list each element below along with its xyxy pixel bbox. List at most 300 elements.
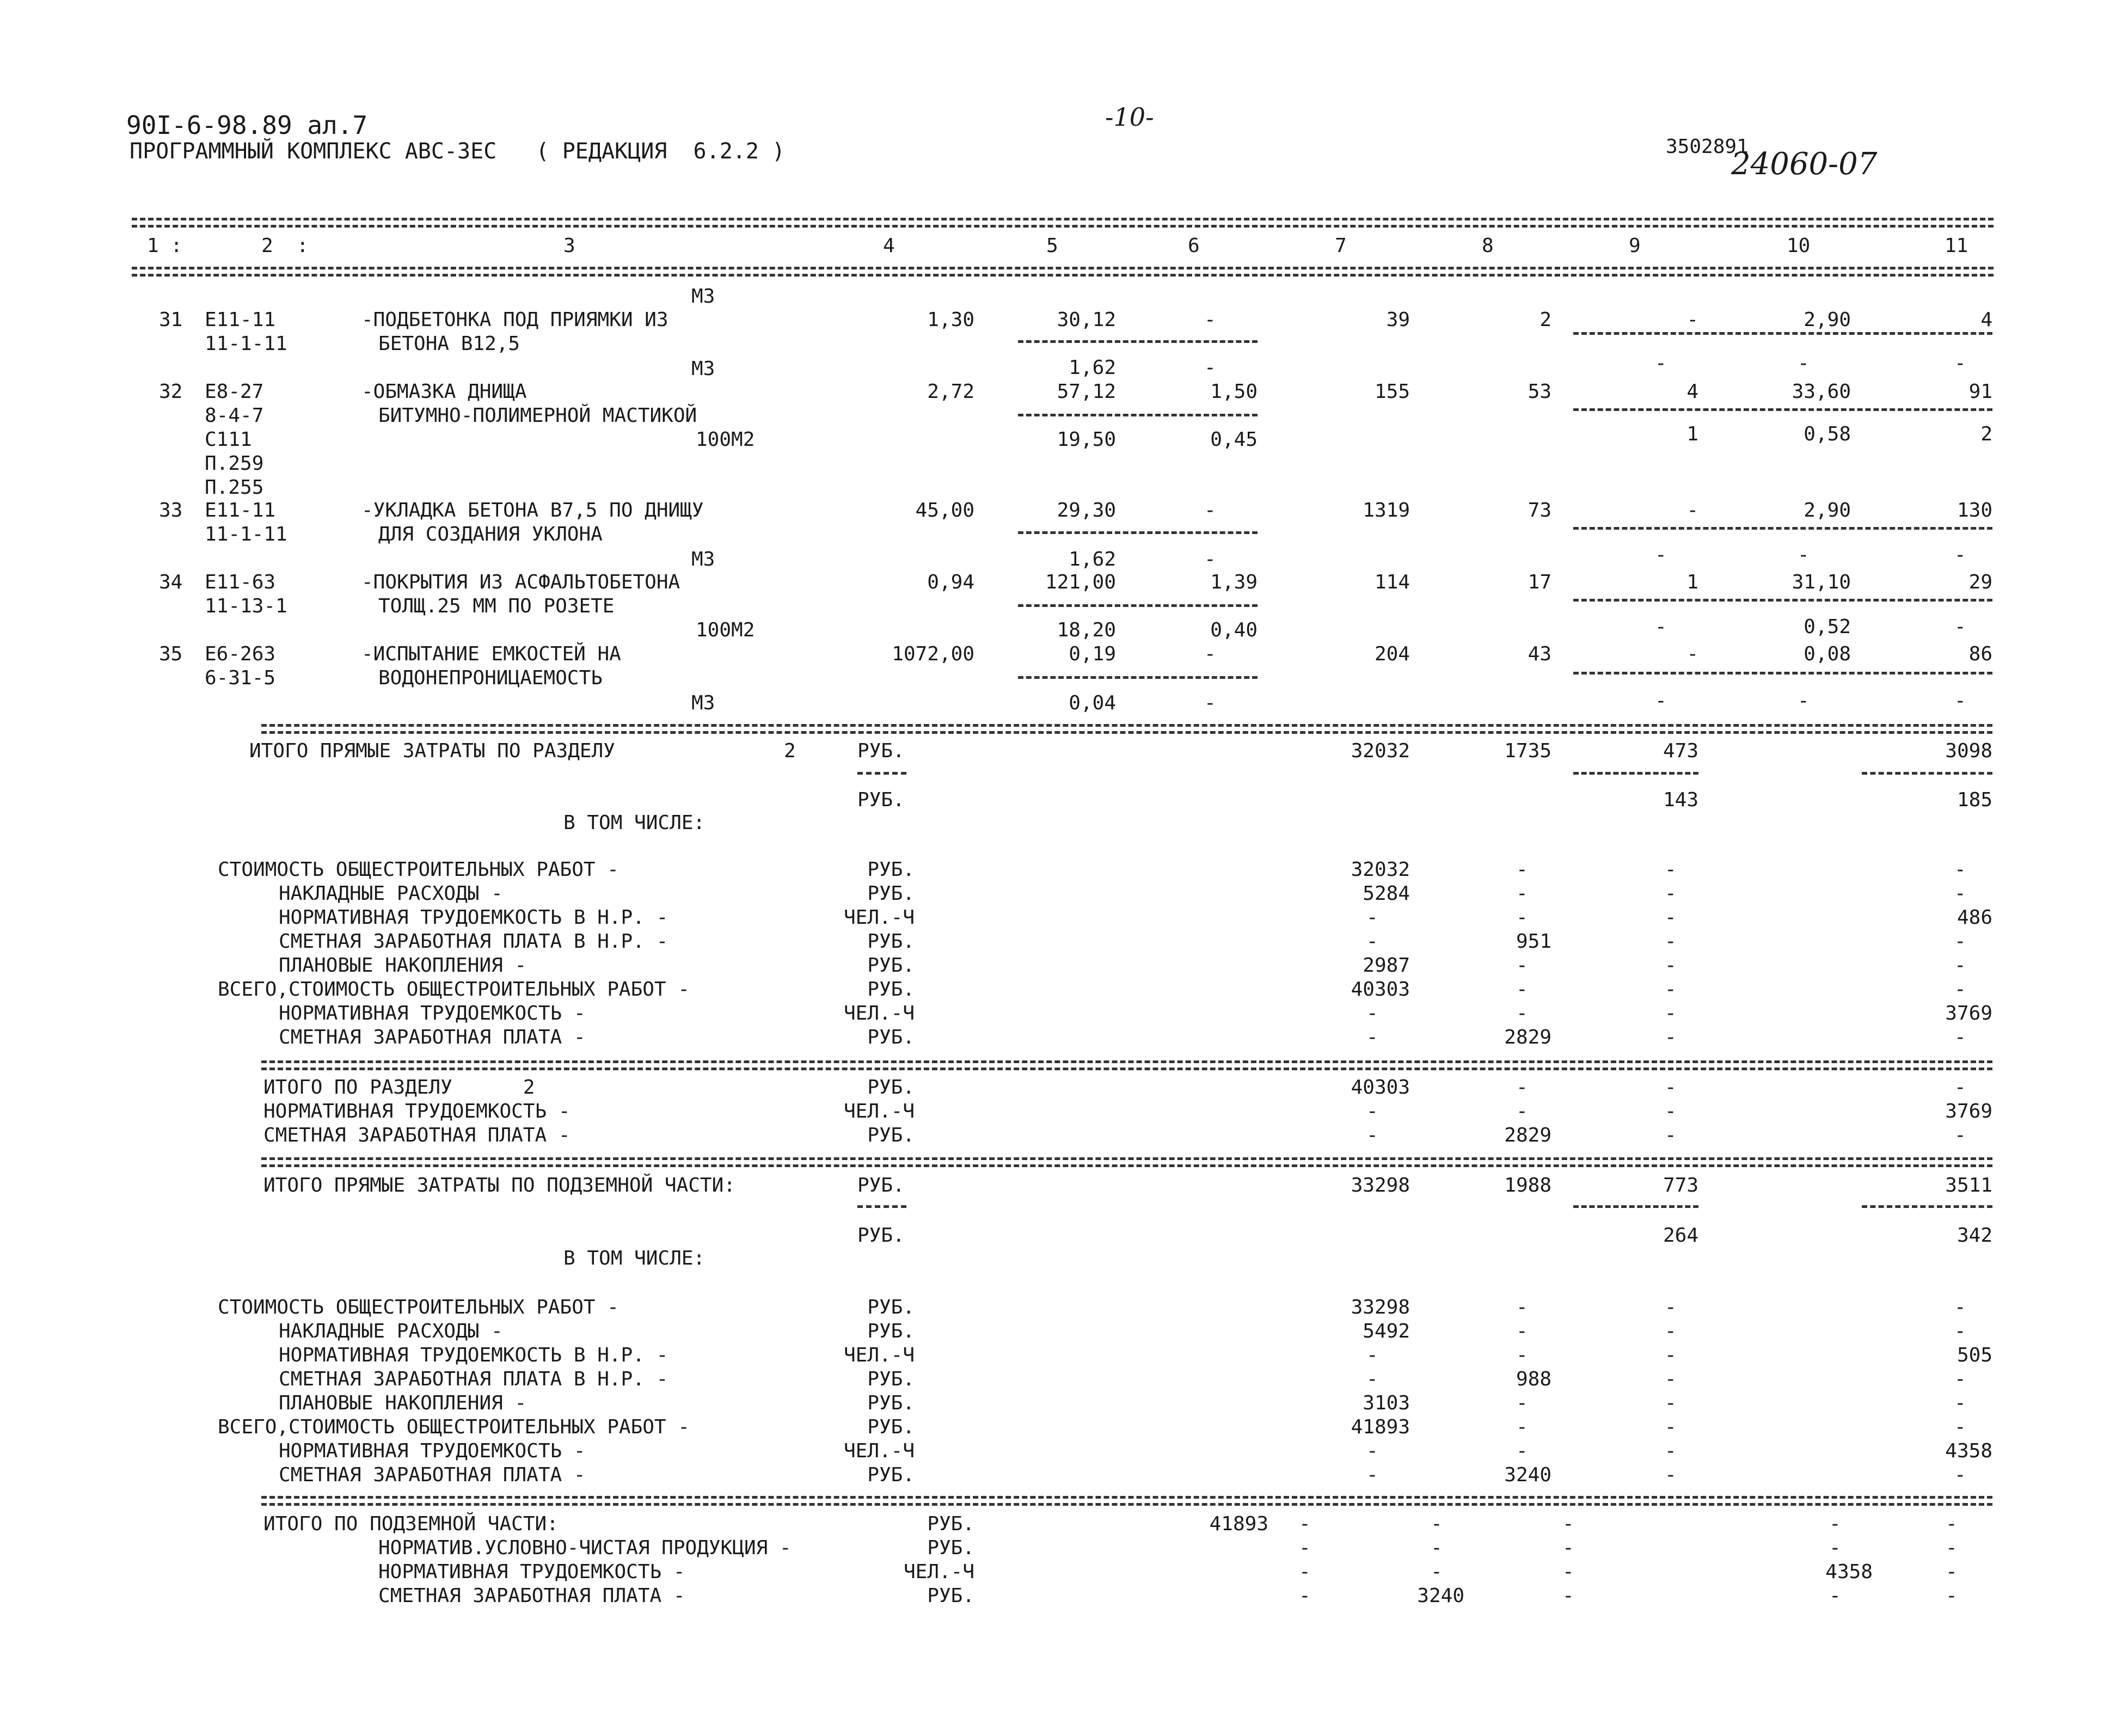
final-label: ИТОГО ПО ПОДЗЕМНОЙ ЧАСТИ: <box>263 1513 559 1535</box>
row-c4: 45,00 <box>915 499 974 522</box>
row-no: 32 <box>159 381 183 403</box>
breakdown-label: ВСЕГО,СТОИМОСТЬ ОБЩЕСТРОИТЕЛЬНЫХ РАБОТ - <box>218 978 690 1001</box>
breakdown-c8: 2829 <box>1504 1026 1551 1048</box>
breakdown-c8: - <box>1516 1392 1528 1414</box>
breakdown-c8: - <box>1516 1416 1528 1438</box>
row-c6: 1,50 <box>1210 381 1258 403</box>
row-c4: 1072,00 <box>892 643 974 665</box>
section-total-c7: 40303 <box>1351 1076 1410 1099</box>
breakdown-c7: - <box>1366 930 1378 953</box>
col-5: 5 <box>1046 235 1058 257</box>
breakdown-c9: - <box>1665 1002 1677 1025</box>
final-label: СМЕТНАЯ ЗАРАБОТНАЯ ПЛАТА - <box>378 1585 685 1607</box>
final-col-b: - <box>1299 1513 1311 1535</box>
row-subcode: 11-13-1 <box>205 595 287 617</box>
row-c11: 130 <box>1957 499 1992 522</box>
final-col-c: 3240 <box>1417 1585 1464 1607</box>
breakdown-c9: - <box>1665 1416 1677 1438</box>
section-total-unit: РУБ. <box>867 1124 915 1146</box>
row-c4: 0,94 <box>927 571 974 593</box>
col-3: 3 <box>563 235 575 257</box>
row-c6: 1,39 <box>1210 571 1258 593</box>
breakdown-unit: ЧЕЛ.-Ч <box>843 1344 915 1366</box>
row-code: Е8-27 <box>205 381 264 403</box>
underground-c11: 3511 <box>1945 1174 1992 1197</box>
breakdown-label: НОРМАТИВНАЯ ТРУДОЕМКОСТЬ - <box>279 1440 586 1462</box>
doc-code: 90I-6-98.89 ал.7 <box>126 111 368 140</box>
final-col-f: - <box>1946 1537 1958 1559</box>
breakdown-unit: ЧЕЛ.-Ч <box>843 1440 915 1462</box>
row-c6-sub: 0,45 <box>1210 428 1258 451</box>
col-6: 6 <box>1188 235 1200 257</box>
final-col-d: - <box>1562 1537 1574 1559</box>
breakdown-label: ВСЕГО,СТОИМОСТЬ ОБЩЕСТРОИТЕЛЬНЫХ РАБОТ - <box>218 1416 690 1438</box>
cell-rule <box>857 1205 906 1208</box>
breakdown-c11: - <box>1954 1416 1966 1438</box>
section-number: 2 <box>784 740 796 762</box>
breakdown-unit: РУБ. <box>867 1368 915 1390</box>
row-c7: 155 <box>1374 381 1410 403</box>
breakdown-c7: 5492 <box>1363 1320 1410 1342</box>
row-subcode: 11-1-11 <box>205 333 287 355</box>
breakdown-c9: - <box>1665 882 1677 905</box>
row-c5-sub: 1,62 <box>1069 357 1116 379</box>
col-2: 2 : <box>261 235 309 257</box>
breakdown-label: НОРМАТИВНАЯ ТРУДОЕМКОСТЬ В Н.Р. - <box>279 1344 669 1366</box>
section-total-c9: - <box>1665 1124 1677 1146</box>
row-c9-sub: - <box>1655 544 1667 566</box>
section-c9: 473 <box>1663 740 1698 762</box>
breakdown-c7: 40303 <box>1351 978 1410 1001</box>
breakdown-c8: - <box>1516 1344 1528 1366</box>
breakdown-unit: РУБ. <box>867 1392 915 1414</box>
cell-rule <box>1018 414 1258 416</box>
row-c6: - <box>1204 309 1216 331</box>
final-unit: РУБ. <box>927 1513 974 1535</box>
row-c11: 86 <box>1968 643 1992 665</box>
row-c5-sub: 18,20 <box>1057 619 1116 641</box>
breakdown-c11: - <box>1954 1026 1966 1048</box>
final-col-c: - <box>1431 1513 1443 1535</box>
final-col-e: - <box>1829 1585 1841 1607</box>
breakdown-c7: 32032 <box>1351 858 1410 881</box>
row-c5: 29,30 <box>1057 499 1116 522</box>
section-total-c11: - <box>1954 1124 1966 1146</box>
row-c9: 4 <box>1686 381 1698 403</box>
breakdown-label: СМЕТНАЯ ЗАРАБОТНАЯ ПЛАТА В Н.Р. - <box>279 1368 669 1390</box>
cell-rule <box>857 772 906 775</box>
cell-rule <box>1862 772 1992 775</box>
breakdown-c9: - <box>1665 1440 1677 1462</box>
section-c8: 1735 <box>1504 740 1551 762</box>
row-c6-sub: - <box>1204 357 1216 379</box>
row-c4: 1,30 <box>927 309 974 331</box>
underground-c9-sub: 264 <box>1663 1224 1698 1247</box>
underground-c11-sub: 342 <box>1957 1224 1992 1247</box>
breakdown-c11: - <box>1954 954 1966 977</box>
final-col-d: - <box>1562 1585 1574 1607</box>
breakdown-c11: - <box>1954 978 1966 1001</box>
breakdown-c7: 41893 <box>1351 1416 1410 1438</box>
breakdown-unit: РУБ. <box>867 1320 915 1342</box>
row-name: -ИСПЫТАНИЕ ЕМКОСТЕЙ НА <box>361 643 621 665</box>
section-total-c11: - <box>1954 1076 1966 1099</box>
row-c11-sub: - <box>1954 690 1966 712</box>
breakdown-c8: - <box>1516 882 1528 905</box>
cell-rule <box>1573 408 1992 411</box>
breakdown-c9: - <box>1665 954 1677 977</box>
row-c9-sub: 1 <box>1686 423 1698 445</box>
section-unit: РУБ. <box>857 740 905 762</box>
row-name: -УКЛАДКА БЕТОНА В7,5 ПО ДНИЩУ <box>361 499 704 522</box>
breakdown-c9: - <box>1665 1344 1677 1366</box>
final-col-e: - <box>1829 1537 1841 1559</box>
breakdown-label: НАКЛАДНЫЕ РАСХОДЫ - <box>279 1320 503 1342</box>
row-c7: 1319 <box>1363 499 1410 522</box>
section-c9-sub: 143 <box>1663 789 1698 811</box>
row-c5: 0,19 <box>1069 643 1116 665</box>
cell-rule <box>1018 676 1258 679</box>
breakdown-c9: - <box>1665 1026 1677 1048</box>
breakdown-c8: - <box>1516 906 1528 929</box>
row-c10: 31,10 <box>1792 571 1851 593</box>
breakdown-c11: - <box>1954 858 1966 881</box>
breakdown-c8: - <box>1516 954 1528 977</box>
breakdown-c7: 5284 <box>1363 882 1410 905</box>
row-c10: 2,90 <box>1804 499 1851 522</box>
header-rule-bottom <box>132 267 1994 277</box>
row-c6-sub: 0,40 <box>1210 619 1258 641</box>
row-c10: 0,08 <box>1804 643 1851 665</box>
row-c10-sub: - <box>1798 544 1810 566</box>
section-c11: 3098 <box>1945 740 1992 762</box>
row-code: Е11-11 <box>205 499 276 522</box>
row-c11-sub: - <box>1954 544 1966 566</box>
breakdown-c8: 951 <box>1516 930 1551 953</box>
underground-c7: 33298 <box>1351 1174 1410 1197</box>
breakdown-c7: - <box>1366 1464 1378 1486</box>
cell-rule <box>1862 1205 1992 1208</box>
row-name-cont: БИТУМНО-ПОЛИМЕРНОЙ МАСТИКОЙ <box>378 404 697 427</box>
section-total-rule <box>261 1060 1992 1070</box>
breakdown-c7: - <box>1366 1368 1378 1390</box>
row-c8: 2 <box>1540 309 1551 331</box>
row-c10-sub: - <box>1798 690 1810 712</box>
breakdown-unit: РУБ. <box>867 954 915 977</box>
row-c8: 73 <box>1528 499 1551 522</box>
row-c9-sub: - <box>1655 352 1667 375</box>
breakdown-c7: 3103 <box>1363 1392 1410 1414</box>
row-subcode: С111 <box>205 428 252 451</box>
section-total-unit: ЧЕЛ.-Ч <box>843 1100 915 1122</box>
final-col-c: - <box>1431 1561 1443 1583</box>
breakdown-unit: РУБ. <box>867 1296 915 1318</box>
section-total-c8: - <box>1516 1100 1528 1122</box>
row-name-cont: ВОДОНЕПРОНИЦАЕМОСТЬ <box>378 667 603 689</box>
cell-rule <box>1573 772 1698 775</box>
breakdown-c8: - <box>1516 1296 1528 1318</box>
row-c5: 57,12 <box>1057 381 1116 403</box>
section-total-label: ИТОГО ПО РАЗДЕЛУ 2 <box>263 1076 535 1099</box>
row-c9-sub: - <box>1655 690 1667 712</box>
breakdown-c11: - <box>1954 1368 1966 1390</box>
section-total-c8: - <box>1516 1076 1528 1099</box>
breakdown-c7: 33298 <box>1351 1296 1410 1318</box>
breakdown-label: ПЛАНОВЫЕ НАКОПЛЕНИЯ - <box>279 954 527 977</box>
cell-rule <box>1573 527 1992 530</box>
breakdown-label: СТОИМОСТЬ ОБЩЕСТРОИТЕЛЬНЫХ РАБОТ - <box>218 858 619 881</box>
breakdown-unit: РУБ. <box>867 1416 915 1438</box>
breakdown-unit: ЧЕЛ.-Ч <box>843 906 915 929</box>
header-rule-top <box>132 218 1994 228</box>
final-col-e: - <box>1829 1513 1841 1535</box>
final-total-value: 41893 <box>1209 1513 1268 1535</box>
breakdown-c9: - <box>1665 1368 1677 1390</box>
row-c7: 204 <box>1374 643 1410 665</box>
breakdown-c11: 4358 <box>1945 1440 1992 1462</box>
breakdown-unit: РУБ. <box>867 930 915 953</box>
row-c5-sub: 0,04 <box>1069 692 1116 714</box>
breakdown-label: СТОИМОСТЬ ОБЩЕСТРОИТЕЛЬНЫХ РАБОТ - <box>218 1296 619 1318</box>
breakdown-label: СМЕТНАЯ ЗАРАБОТНАЯ ПЛАТА - <box>279 1026 586 1048</box>
final-col-c: - <box>1431 1537 1443 1559</box>
section-total-c9: - <box>1665 1100 1677 1122</box>
col-9: 9 <box>1629 235 1641 257</box>
row-name: -ОБМАЗКА ДНИЩА <box>361 381 527 403</box>
section-total-c8: 2829 <box>1504 1124 1551 1146</box>
row-subcode: П.259 <box>205 452 264 475</box>
row-c10-sub: 0,52 <box>1804 616 1851 638</box>
final-col-d: - <box>1562 1561 1574 1583</box>
breakdown-c7: - <box>1366 906 1378 929</box>
section-rule <box>261 724 1992 734</box>
section-direct-label: ИТОГО ПРЯМЫЕ ЗАТРАТЫ ПО РАЗДЕЛУ <box>249 740 615 762</box>
row-subcode: 8-4-7 <box>205 404 264 427</box>
row-subcode: П.255 <box>205 476 264 499</box>
breakdown-c11: - <box>1954 882 1966 905</box>
final-col-b: - <box>1299 1561 1311 1583</box>
final-col-f: - <box>1946 1513 1958 1535</box>
row-c11-sub: - <box>1954 352 1966 375</box>
final-col-b: - <box>1299 1537 1311 1559</box>
row-c9: - <box>1686 309 1698 331</box>
row-code: Е11-63 <box>205 571 276 593</box>
row-c11-sub: - <box>1954 616 1966 638</box>
breakdown-c11: 505 <box>1957 1344 1992 1366</box>
cell-rule <box>1018 340 1258 343</box>
section-total-unit: РУБ. <box>867 1076 915 1099</box>
row-name: -ПОКРЫТИЯ ИЗ АСФАЛЬТОБЕТОНА <box>361 571 680 593</box>
section-total-c11: 3769 <box>1945 1100 1992 1122</box>
col-4: 4 <box>883 235 895 257</box>
row-no: 35 <box>159 643 183 665</box>
breakdown-c8: - <box>1516 1440 1528 1462</box>
final-col-b: - <box>1299 1585 1311 1607</box>
serial-number: 3502891 <box>1666 136 1749 158</box>
breakdown-c9: - <box>1665 1296 1677 1318</box>
cell-rule <box>1018 531 1258 534</box>
row-unit: 100М2 <box>696 619 755 641</box>
breakdown-c7: 2987 <box>1363 954 1410 977</box>
breakdown-unit: РУБ. <box>867 882 915 905</box>
including-heading: В ТОМ ЧИСЛЕ: <box>563 1247 706 1269</box>
row-c5-sub: 19,50 <box>1057 428 1116 451</box>
row-unit: 100М2 <box>696 428 755 451</box>
final-col-d: - <box>1562 1513 1574 1535</box>
including-heading: В ТОМ ЧИСЛЕ: <box>563 812 706 834</box>
handwritten-number: 24060-07 <box>1731 146 1878 182</box>
final-col-f: - <box>1946 1585 1958 1607</box>
breakdown-c9: - <box>1665 930 1677 953</box>
final-unit: РУБ. <box>927 1585 974 1607</box>
final-label: НОРМАТИВНАЯ ТРУДОЕМКОСТЬ - <box>378 1561 685 1583</box>
breakdown-unit: РУБ. <box>867 858 915 881</box>
breakdown-c8: 988 <box>1516 1368 1551 1390</box>
breakdown-unit: РУБ. <box>867 1026 915 1048</box>
breakdown-c8: - <box>1516 858 1528 881</box>
breakdown-unit: РУБ. <box>867 1464 915 1486</box>
breakdown-c11: - <box>1954 1392 1966 1414</box>
final-label: НОРМАТИВ.УСЛОВНО-ЧИСТАЯ ПРОДУКЦИЯ - <box>378 1537 792 1559</box>
row-c9-sub: - <box>1655 616 1667 638</box>
row-c9: - <box>1686 643 1698 665</box>
section-c7: 32032 <box>1351 740 1410 762</box>
underground-c8: 1988 <box>1504 1174 1551 1197</box>
breakdown-c7: - <box>1366 1002 1378 1025</box>
row-c6: - <box>1204 643 1216 665</box>
breakdown-unit: РУБ. <box>867 978 915 1001</box>
row-c7: 39 <box>1386 309 1410 331</box>
row-c10-sub: - <box>1798 352 1810 375</box>
row-c5-sub: 1,62 <box>1069 548 1116 571</box>
breakdown-c11: - <box>1954 1464 1966 1486</box>
row-no: 33 <box>159 499 183 522</box>
breakdown-unit: ЧЕЛ.-Ч <box>843 1002 915 1025</box>
col-1: 1 : <box>147 235 183 257</box>
cell-rule <box>1018 604 1258 607</box>
breakdown-c11: 486 <box>1957 906 1992 929</box>
row-subcode: 11-1-11 <box>205 523 287 545</box>
breakdown-label: СМЕТНАЯ ЗАРАБОТНАЯ ПЛАТА - <box>279 1464 586 1486</box>
breakdown-c9: - <box>1665 1464 1677 1486</box>
row-name: -ПОДБЕТОНКА ПОД ПРИЯМКИ ИЗ <box>361 309 669 331</box>
col-11: 11 <box>1945 235 1968 257</box>
breakdown-label: ПЛАНОВЫЕ НАКОПЛЕНИЯ - <box>279 1392 527 1414</box>
row-c7: 114 <box>1374 571 1410 593</box>
row-no: 31 <box>159 309 183 331</box>
underground-unit: РУБ. <box>857 1174 905 1197</box>
final-unit: РУБ. <box>927 1537 974 1559</box>
row-c10-sub: 0,58 <box>1804 423 1851 445</box>
section-c11-sub: 185 <box>1957 789 1992 811</box>
row-c10: 33,60 <box>1792 381 1851 403</box>
cell-rule <box>1573 1205 1698 1208</box>
row-c5: 30,12 <box>1057 309 1116 331</box>
breakdown-c9: - <box>1665 906 1677 929</box>
page-mark: -10- <box>1105 102 1154 132</box>
row-c6-sub: - <box>1204 692 1216 714</box>
row-name-cont: БЕТОНА В12,5 <box>378 333 520 355</box>
cell-rule <box>1573 332 1992 335</box>
row-c6: - <box>1204 499 1216 522</box>
breakdown-c9: - <box>1665 1320 1677 1342</box>
underground-unit: РУБ. <box>857 1224 905 1247</box>
row-c9: - <box>1686 499 1698 522</box>
breakdown-c9: - <box>1665 978 1677 1001</box>
row-c11: 91 <box>1968 381 1992 403</box>
breakdown-c11: - <box>1954 930 1966 953</box>
row-c8: 53 <box>1528 381 1551 403</box>
breakdown-c8: - <box>1516 1320 1528 1342</box>
underground-direct-label: ИТОГО ПРЯМЫЕ ЗАТРАТЫ ПО ПОДЗЕМНОЙ ЧАСТИ: <box>263 1174 735 1197</box>
breakdown-c11: - <box>1954 1296 1966 1318</box>
section-total-c7: - <box>1366 1124 1378 1146</box>
section-total-label: НОРМАТИВНАЯ ТРУДОЕМКОСТЬ - <box>263 1100 571 1122</box>
breakdown-c8: - <box>1516 1002 1528 1025</box>
row-code: Е6-263 <box>205 643 276 665</box>
row-c10: 2,90 <box>1804 309 1851 331</box>
row-c8: 43 <box>1528 643 1551 665</box>
row-code: Е11-11 <box>205 309 276 331</box>
row-c6-sub: - <box>1204 548 1216 571</box>
row-c9: 1 <box>1686 571 1698 593</box>
unit-top: М3 <box>691 285 715 308</box>
final-rule <box>261 1496 1992 1506</box>
section-total-c7: - <box>1366 1100 1378 1122</box>
row-c11-sub: 2 <box>1980 423 1992 445</box>
underground-c9: 773 <box>1663 1174 1698 1197</box>
breakdown-c7: - <box>1366 1026 1378 1048</box>
row-c8: 17 <box>1528 571 1551 593</box>
final-col-f: - <box>1946 1561 1958 1583</box>
row-c11: 4 <box>1980 309 1992 331</box>
underground-rule <box>261 1157 1992 1167</box>
row-unit: М3 <box>691 358 715 380</box>
breakdown-label: СМЕТНАЯ ЗАРАБОТНАЯ ПЛАТА В Н.Р. - <box>279 930 669 953</box>
final-col-e: 4358 <box>1825 1561 1873 1583</box>
section-unit: РУБ. <box>857 789 905 811</box>
breakdown-c11: 3769 <box>1945 1002 1992 1025</box>
breakdown-c7: - <box>1366 1344 1378 1366</box>
breakdown-label: НАКЛАДНЫЕ РАСХОДЫ - <box>279 882 503 905</box>
col-7: 7 <box>1335 235 1347 257</box>
section-total-c9: - <box>1665 1076 1677 1099</box>
row-c11: 29 <box>1968 571 1992 593</box>
cell-rule <box>1573 599 1992 602</box>
breakdown-c9: - <box>1665 858 1677 881</box>
breakdown-c7: - <box>1366 1440 1378 1462</box>
cell-rule <box>1573 672 1992 674</box>
row-name-cont: ТОЛЩ.25 ММ ПО РОЗЕТЕ <box>378 595 615 617</box>
row-c5: 121,00 <box>1045 571 1116 593</box>
row-c4: 2,72 <box>927 381 974 403</box>
col-10: 10 <box>1787 235 1811 257</box>
breakdown-label: НОРМАТИВНАЯ ТРУДОЕМКОСТЬ - <box>279 1002 586 1025</box>
breakdown-c8: - <box>1516 978 1528 1001</box>
final-unit: ЧЕЛ.-Ч <box>903 1561 974 1583</box>
row-no: 34 <box>159 571 183 593</box>
row-name-cont: ДЛЯ СОЗДАНИЯ УКЛОНА <box>378 523 603 545</box>
breakdown-c11: - <box>1954 1320 1966 1342</box>
row-unit: М3 <box>691 692 715 714</box>
program-title: ПРОГРАММНЫЙ КОМПЛЕКС АВС-3ЕС ( РЕДАКЦИЯ 6.2.2 ) <box>130 139 786 164</box>
col-8: 8 <box>1482 235 1494 257</box>
breakdown-c8: 3240 <box>1504 1464 1551 1486</box>
row-subcode: 6-31-5 <box>205 667 276 689</box>
section-total-label: СМЕТНАЯ ЗАРАБОТНАЯ ПЛАТА - <box>263 1124 571 1146</box>
breakdown-label: НОРМАТИВНАЯ ТРУДОЕМКОСТЬ В Н.Р. - <box>279 906 669 929</box>
breakdown-c9: - <box>1665 1392 1677 1414</box>
